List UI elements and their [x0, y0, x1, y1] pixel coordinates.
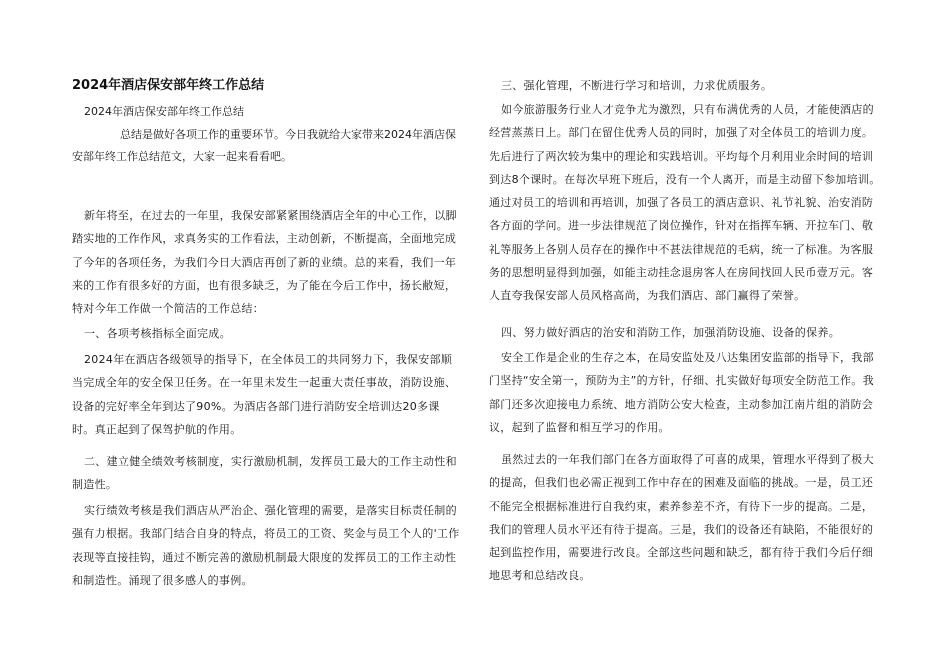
section-heading-4: 四、努力做好酒店的治安和消防工作，加强消防设施、设备的保养。 [501, 326, 840, 339]
left-paragraph-3: 实行绩效考核是我们酒店从严治企、强化管理的需要，是落实目标责任制的强有力根据。我部门结合自身的特点，将员工的工资、奖金与员工个人的'工作表现等直接挂钩，通过不断完善的激励机制最大限度的发挥员工的工作主动性和制造性。涌现了很多感人的事例。 [72, 504, 460, 587]
left-paragraph-1: 新年将至，在过去的一年里，我保安部紧紧围绕酒店全年的中心工作，以脚踏实地的工作作风，求真务实的工作看法，主动创新，不断提高，全面地完成了今年的各项任务，为我们今日大酒店再创了新的业绩。总的来看，我们一年来的工作有很多好的方面，也有很多缺乏，为了能在今后工作中，扬长敝短，特对今年工作做一个简洁的工作总结： [72, 209, 457, 316]
right-paragraph-2: 安全工作是企业的生存之本，在局安监处及八达集团安监部的指导下，我部门坚持“安全第一，预防为主”的方针，仔细、扎实做好每项安全防范工作。我部门还多次迎接电力系统、地方消防公安大检查，主动参加江南片组的消防会议，起到了监督和相互学习的作用。 [489, 351, 874, 434]
intro-paragraph: 总结是做好各项工作的重要环节。今日我就给大家带来2024年酒店保安部年终工作总结范文，大家一起来看看吧。 [72, 128, 456, 163]
left-paragraph-2: 2024年在酒店各级领导的指导下，在全体员工的共同努力下，我保安部顺当完成全年的安全保卫任务。在一年里未发生一起重大责任事故，消防设施、设备的完好率全年到达了90%。为酒店各部门进行消防安全培训达20多课时。真正起到了保驾护航的作用。 [72, 353, 457, 436]
document-title: 2024年酒店保安部年终工作总结 [72, 78, 265, 93]
document-subtitle: 2024年酒店保安部年终工作总结 [84, 105, 244, 118]
right-paragraph-3: 虽然过去的一年我们部门在各方面取得了可喜的成果，管理水平得到了极大的提高，但我们也必需正视到工作中存在的困难及面临的挑战。一是，员工还不能完全根据标准进行自我约束，素养参差不齐，有待下一步的提高。二是，我们的管理人员水平还有待于提高。三是，我们的设备还有缺陷，不能很好的起到监控作用，需要进行改良。全部这些问题和缺乏，都有待于我们今后仔细地思考和总结改良。 [489, 453, 874, 583]
right-paragraph-1: 如今旅游服务行业人才竞争尤为激烈，只有布满优秀的人员，才能使酒店的经营蒸蒸日上。部门在留住优秀人员的同时，加强了对全体员工的培训力度。先后进行了两次较为集中的理论和实践培训。平均每个月利用业余时间的培训到达8个课时。在每次早班下班后，没有一个人离开，而是主动留下参加培训。通过对员工的培训和再培训，加强了各员工的酒店意识、礼节礼貌、治安消防各方面的学问。进一步法律规范了岗位操作，针对在指挥车辆、开拉车门、敬礼等服务上各别人员存在的操作中不甚法律规范的毛病，统一了标准。为客服务的思想明显得到加强，如能主动挂念退房客人在房间找回人民币壹万元。客人直夸我保安部人员风格高尚，为我们酒店、部门赢得了荣誉。 [489, 103, 881, 303]
section-heading-2: 二、建立健全绩效考核制度，实行激励机制，发挥员工最大的工作主动性和制造性。 [72, 455, 457, 492]
section-heading-3: 三、强化管理，不断进行学习和培训，力求优质服务。 [501, 79, 773, 92]
section-heading-1: 一、各项考核指标全面完成。 [84, 327, 231, 340]
